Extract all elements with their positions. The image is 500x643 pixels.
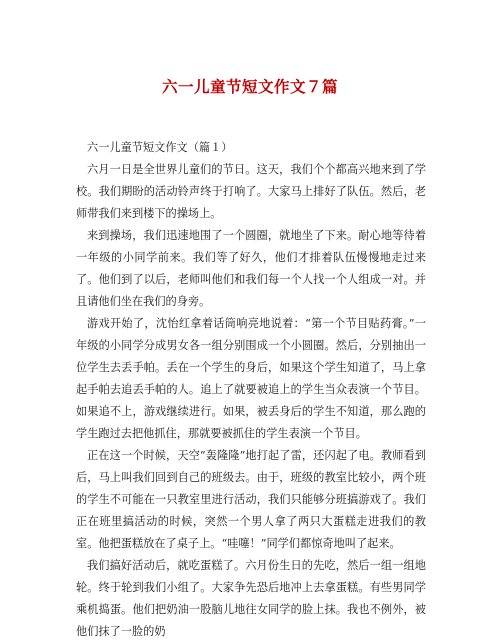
- paragraph: 六月一日是全世界儿童们的节日。这天，我们个个都高兴地来到了学校。我们期盼的活动铃声终于打响了。大家马上排好了队伍。然后，老师带我们来到楼下的操场上。: [76, 163, 426, 220]
- section-heading: 六一儿童节短文作文（篇１）: [87, 141, 233, 154]
- paragraph: 来到操场，我们迅速地围了一个圆圈，就地坐了下来。耐心地等待着一年级的小同学前来。我们等了好久，他们才排着队伍慢慢地走过来了。他们到了以后，老师叫他们和我们每一个人找一个人组成一对。并且请他们坐在我们的身旁。: [76, 229, 426, 308]
- paragraph: 我们搞好活动后，就吃蛋糕了。六月份生日的先吃，然后一组一组地轮。终于轮到我们小组了。大家争先恐后地冲上去拿蛋糕。有些男同学乘机捣蛋。他们把奶油一股脑儿地往女同学的脸上抹。我也不例外，被他们抹了一脸的奶: [76, 559, 426, 638]
- paragraph: 正在这一个时候，天空“轰隆隆”地打起了雷，还闪起了电。教师看到后，马上叫我们回到自己的班级去。由于，班级的教室比较小，两个班的学生不可能在一只教室里进行活动，我们只能够分班搞游戏了。我们正在班里搞活动的时候，突然一个男人拿了两只大蛋糕走进我们的教室。他把蛋糕放在了桌子上。“哇噻！”同学们都惊奇地叫了起来。: [76, 449, 426, 550]
- document-body: [76, 137, 426, 643]
- document-title: 六一儿童节短文作文７篇: [161, 78, 338, 96]
- paragraph: 游戏开始了，沈怡红拿着话筒响亮地说着：“第一个节目贴药膏。”一年级的小同学分成男女各一组分别围成一个小圆圈。然后，分别抽出一位学生去丢手帕。丢在一个学生的身后，如果这个学生知道了，马上拿起手帕去追丢手帕的人。追上了就要被追上的学生当众表演一个节目。如果追不上，游戏继续进行。如果，被丢身后的学生不知道，那么跑的学生跑过去把他抓住，那就要被抓住的学生表演一个节目。: [76, 317, 426, 440]
